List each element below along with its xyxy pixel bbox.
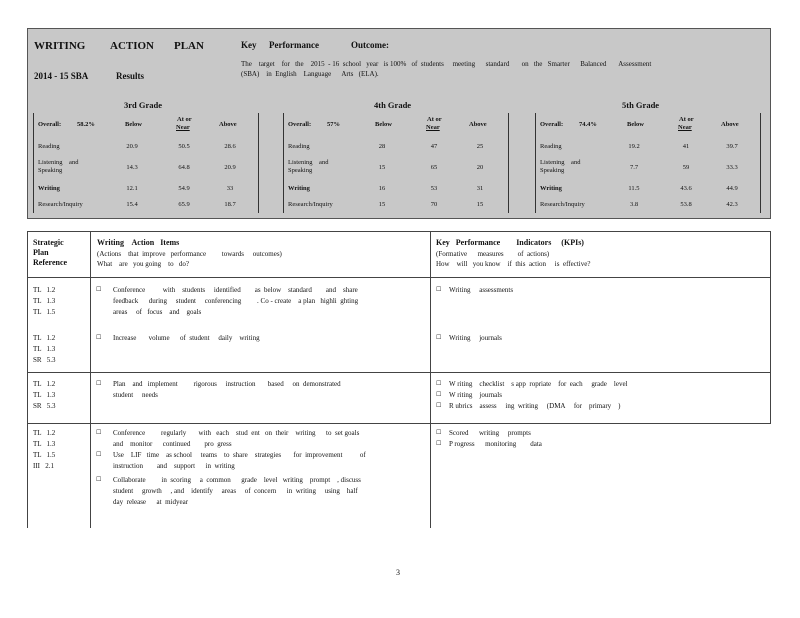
cell-above: 31 bbox=[476, 185, 484, 192]
cell-below: 7.7 bbox=[629, 164, 639, 171]
ref-item: TL 1.2 bbox=[33, 380, 56, 388]
grade-4-table bbox=[283, 113, 509, 213]
col-below: Below bbox=[125, 121, 142, 128]
kpo-word-outcome: Outcome: bbox=[351, 40, 389, 50]
row-label-writing: Writing bbox=[540, 185, 562, 192]
kpi-item: P rogress monitoring data bbox=[449, 440, 542, 448]
ref-item: TL 1.3 bbox=[33, 297, 56, 305]
overall-value: 58.2% bbox=[77, 121, 95, 128]
ref-item: III 2.1 bbox=[33, 462, 54, 470]
cell-above: 39.7 bbox=[726, 143, 738, 150]
row-label-research: Research/Inquiry bbox=[540, 201, 585, 208]
col-below: Below bbox=[375, 121, 392, 128]
cell-above: 44.9 bbox=[726, 185, 738, 192]
grade-3-title: 3rd Grade bbox=[124, 100, 163, 110]
row-label-reading: Reading bbox=[540, 143, 562, 150]
cell-near: 47 bbox=[430, 143, 438, 150]
ref-item: SR 5.3 bbox=[33, 356, 56, 364]
cell-near: 53 bbox=[430, 185, 438, 192]
row-label-reading: Reading bbox=[288, 143, 310, 150]
cell-above: 28.6 bbox=[224, 143, 236, 150]
cell-above: 33 bbox=[226, 185, 234, 192]
cell-above: 20 bbox=[476, 164, 484, 171]
action-line: Conference with students identified as below standard and share bbox=[113, 286, 358, 294]
row-label-research: Research/Inquiry bbox=[288, 201, 333, 208]
kpi-item: W riting journals bbox=[449, 391, 502, 399]
cell-near: 65.9 bbox=[178, 201, 190, 208]
col-above: Above bbox=[721, 121, 739, 128]
cell-above: 25 bbox=[476, 143, 484, 150]
overall-label: Overall: bbox=[38, 121, 62, 128]
ref-item: TL 1.2 bbox=[33, 429, 56, 437]
col3-header-title: Key Performance Indicators (KPIs) bbox=[436, 238, 584, 247]
cell-below: 15.4 bbox=[126, 201, 138, 208]
cell-near: 53.8 bbox=[680, 201, 692, 208]
cell-near: 70 bbox=[430, 201, 438, 208]
checkbox-bullet-icon: ☐ bbox=[436, 380, 442, 387]
kpi-item: Writing journals bbox=[449, 334, 502, 342]
cell-below: 20.9 bbox=[126, 143, 138, 150]
col2-header-sub1: (Actions that improve performance towards outcomes) bbox=[97, 250, 282, 258]
cell-below: 15 bbox=[378, 201, 386, 208]
cell-below: 3.8 bbox=[629, 201, 639, 208]
checkbox-bullet-icon: ☐ bbox=[436, 440, 442, 447]
cell-below: 14.3 bbox=[126, 164, 138, 171]
cell-below: 12.1 bbox=[126, 185, 138, 192]
ref-item: SR 5.3 bbox=[33, 402, 56, 410]
kpi-item: R ubrics assess ing writing (DMA for primary ) bbox=[449, 402, 621, 410]
action-line: Use LIF time as school teams to share strategies for improvement of bbox=[113, 451, 366, 459]
row-label-research: Research/Inquiry bbox=[38, 201, 83, 208]
checkbox-bullet-icon: ☐ bbox=[436, 286, 442, 293]
checkbox-bullet-icon: ☐ bbox=[436, 429, 442, 436]
cell-near: 65 bbox=[430, 164, 438, 171]
action-line: Collaborate in scoring a common grade level writing prompt , discuss bbox=[113, 476, 361, 484]
checkbox-bullet-icon: ☐ bbox=[436, 402, 442, 409]
sba-label: 2014 - 15 SBA bbox=[34, 71, 89, 81]
cell-below: 11.5 bbox=[628, 185, 640, 192]
col-near: At or bbox=[679, 116, 694, 123]
row-label-listening: Listening and bbox=[288, 159, 329, 166]
col-near: At or bbox=[427, 116, 442, 123]
kpo-word-performance: Performance bbox=[269, 40, 319, 50]
cell-above: 15 bbox=[476, 201, 484, 208]
action-line: student needs bbox=[113, 391, 158, 399]
checkbox-bullet-icon: ☐ bbox=[436, 391, 442, 398]
cell-above: 18.7 bbox=[224, 201, 236, 208]
ref-item: TL 1.3 bbox=[33, 440, 56, 448]
cell-below: 19.2 bbox=[628, 143, 640, 150]
cell-below: 15 bbox=[378, 164, 386, 171]
checkbox-bullet-icon: ☐ bbox=[96, 476, 102, 483]
checkbox-bullet-icon: ☐ bbox=[96, 429, 102, 436]
col1-header-reference: Reference bbox=[33, 258, 68, 267]
sba-results-box bbox=[27, 28, 771, 219]
col1-header-strategic: Strategic bbox=[33, 238, 64, 247]
action-line: Plan and implement rigorous instruction based on demonstrated bbox=[113, 380, 341, 388]
cell-near: 50.5 bbox=[178, 143, 190, 150]
col-above: Above bbox=[219, 121, 237, 128]
kpi-item: Scored writing prompts bbox=[449, 429, 531, 437]
col-near-2: Near bbox=[678, 124, 692, 131]
col3-header-sub1: (Formative measures of actions) bbox=[436, 250, 550, 258]
action-plan-table bbox=[27, 231, 771, 528]
cell-above: 42.3 bbox=[726, 201, 738, 208]
ref-item: TL 1.2 bbox=[33, 286, 56, 294]
title-word-plan: PLAN bbox=[174, 40, 204, 52]
title-word-action: ACTION bbox=[110, 40, 155, 52]
col3-header-sub2: How will you know if this action is effective? bbox=[436, 260, 591, 268]
kpi-item: Writing assessments bbox=[449, 286, 514, 294]
cell-below: 16 bbox=[378, 185, 386, 192]
col-near-2: Near bbox=[176, 124, 190, 131]
action-line: student growth , and identify areas of concern in writing using half bbox=[113, 487, 358, 495]
cell-near: 64.8 bbox=[178, 164, 190, 171]
col-near: At or bbox=[177, 116, 192, 123]
col-above: Above bbox=[469, 121, 487, 128]
col-near-2: Near bbox=[426, 124, 440, 131]
page-number: 3 bbox=[396, 568, 400, 577]
results-label: Results bbox=[116, 71, 145, 81]
kpo-word-key: Key bbox=[241, 40, 257, 50]
kpi-item: W riting checklist s app ropriate for each grade level bbox=[449, 380, 628, 388]
cell-near: 59 bbox=[682, 164, 690, 171]
cell-above: 20.9 bbox=[224, 164, 236, 171]
checkbox-bullet-icon: ☐ bbox=[436, 334, 442, 341]
title-word-writing: WRITING bbox=[34, 40, 86, 52]
checkbox-bullet-icon: ☐ bbox=[96, 380, 102, 387]
checkbox-bullet-icon: ☐ bbox=[96, 286, 102, 293]
row-label-writing: Writing bbox=[38, 185, 60, 192]
ref-item: TL 1.5 bbox=[33, 308, 56, 316]
grade-3-table bbox=[33, 113, 259, 213]
cell-above: 33.3 bbox=[726, 164, 738, 171]
action-line: and monitor continued pro gress bbox=[113, 440, 232, 448]
row-label-writing: Writing bbox=[288, 185, 310, 192]
target-line-2: (SBA) in English Language Arts (ELA). bbox=[241, 70, 379, 78]
col1-header-plan: Plan bbox=[33, 248, 49, 257]
action-line: Conference regularly with each stud ent on their writing to set goals bbox=[113, 429, 360, 437]
cell-near: 54.9 bbox=[178, 185, 190, 192]
action-line: day release at midyear bbox=[113, 498, 189, 506]
row-label-listening: Listening and bbox=[38, 159, 79, 166]
ref-item: TL 1.2 bbox=[33, 334, 56, 342]
target-line-1: The target for the 2015 - 16 school year is 100% of students meeting standard on the Smarter Balanced Assessment bbox=[241, 60, 652, 68]
checkbox-bullet-icon: ☐ bbox=[96, 334, 102, 341]
row-label-speaking: Speaking bbox=[38, 167, 63, 174]
ref-item: TL 1.5 bbox=[33, 451, 56, 459]
row-label-listening: Listening and bbox=[540, 159, 581, 166]
grade-5-title: 5th Grade bbox=[622, 100, 660, 110]
overall-label: Overall: bbox=[540, 121, 564, 128]
action-line: instruction and support in writing bbox=[113, 462, 235, 470]
overall-label: Overall: bbox=[288, 121, 312, 128]
action-line: Increase volume of student daily writing bbox=[113, 334, 260, 342]
row-label-speaking: Speaking bbox=[288, 167, 313, 174]
action-line: areas of focus and goals bbox=[113, 308, 202, 316]
overall-value: 74.4% bbox=[579, 121, 597, 128]
cell-near: 43.6 bbox=[680, 185, 692, 192]
action-line: feedback during student conferencing . Co - create a plan highli ghting bbox=[113, 297, 359, 305]
grade-4-title: 4th Grade bbox=[374, 100, 412, 110]
cell-below: 28 bbox=[378, 143, 386, 150]
col-below: Below bbox=[627, 121, 644, 128]
cell-near: 41 bbox=[682, 143, 690, 150]
col2-header-title: Writing Action Items bbox=[97, 238, 180, 247]
ref-item: TL 1.3 bbox=[33, 345, 56, 353]
checkbox-bullet-icon: ☐ bbox=[96, 451, 102, 458]
ref-item: TL 1.3 bbox=[33, 391, 56, 399]
grade-5-table bbox=[535, 113, 761, 213]
row-label-reading: Reading bbox=[38, 143, 60, 150]
row-label-speaking: Speaking bbox=[540, 167, 565, 174]
overall-value: 57% bbox=[327, 121, 340, 128]
col2-header-sub2: What are you going to do? bbox=[97, 260, 189, 268]
